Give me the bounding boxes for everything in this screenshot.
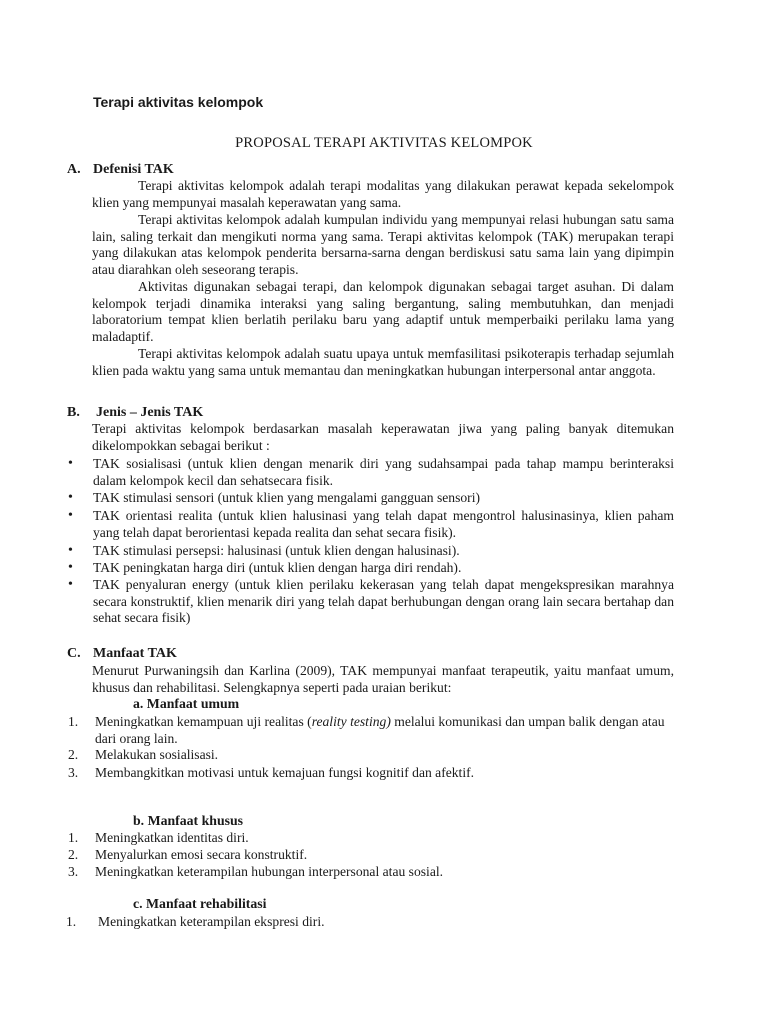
section-a-paragraph-2	[92, 212, 674, 278]
section-a-paragraph-1	[92, 178, 674, 211]
list-item-text: melalui komunikasi dan umpan balik dengan atau dari orang lain.	[95, 714, 665, 746]
list-item-emphasis: reality testing)	[311, 714, 391, 729]
list-number: 1.	[68, 830, 79, 845]
section-b-intro: Terapi aktivitas kelompok berdasarkan masalah keperawatan jiwa yang paling banyak ditemukan dikelompokkan sebagai berikut :	[92, 421, 674, 453]
paragraph-text: Terapi aktivitas kelompok adalah kumpulan individu yang mempunyai relasi hubungan satu sama lain, saling terkait dan mengikuti norma yang sama. Terapi aktivitas kelompok (TAK) merupakan terapi yang dilakukan atas kelompok penderita bersarna-sarna dengan berdiskusi satu sama lain yang dipimpin atau diarahkan oleh seseorang terapis.	[92, 212, 674, 277]
list-item: Meningkatkan keterampilan ekspresi diri.	[98, 914, 325, 929]
list-item: Membangkitkan motivasi untuk kemajuan fungsi kognitif dan afektif.	[95, 765, 475, 780]
list-item: Meningkatkan keterampilan hubungan interpersonal atau sosial.	[95, 864, 444, 879]
bullet-point: •	[68, 490, 73, 505]
list-item: Melakukan sosialisasi.	[95, 747, 219, 762]
list-item: TAK orientasi realita (untuk klien halusinasi yang telah dapat mengontrol halusinasinya, klien paham yang telah dapat berorientasi kepada realita dan sehat secara fisik).	[93, 508, 674, 540]
list-number: 2.	[68, 847, 79, 862]
document-header: Terapi aktivitas kelompok	[93, 94, 264, 110]
list-number: 1.	[68, 714, 79, 729]
list-item: Menyalurkan emosi secara konstruktif.	[95, 847, 308, 862]
list-number: 2.	[68, 747, 79, 762]
list-number: 1.	[66, 914, 77, 929]
paragraph-text: Aktivitas digunakan sebagai terapi, dan kelompok digunakan sebagai target asuhan. Di dalam kelompok terjadi dinamika interaksi yang saling bergantung, saling membutuhkan, dan menjadi laboratorium tempat klien berlatih perilaku baru yang adaptif untuk memperbaiki perilaku lama yang maladaptif.	[92, 279, 674, 344]
list-item: TAK stimulasi persepsi: halusinasi (untuk klien dengan halusinasi).	[93, 543, 460, 558]
list-item: TAK sosialisasi (untuk klien dengan menarik diri yang sudahsampai pada tahap mampu berinteraksi dalam kelompok kecil dan sehatsecara fisik.	[93, 456, 674, 488]
list-item: TAK stimulasi sensori (untuk klien yang mengalami gangguan sensori)	[93, 490, 481, 505]
section-c-letter: C.	[67, 646, 81, 661]
list-item: TAK peningkatan harga diri (untuk klien dengan harga diri rendah).	[93, 560, 462, 575]
list-item	[95, 714, 675, 747]
bullet-point: •	[68, 508, 73, 523]
list-item-text: Meningkatkan kemampuan uji realitas (	[95, 714, 312, 729]
subsection-umum-title: a. Manfaat umum	[133, 696, 240, 711]
list-item: Meningkatkan identitas diri.	[95, 830, 249, 845]
list-item: TAK penyaluran energy (untuk klien perilaku kekerasan yang telah dapat mengekspresikan marahnya secara konstruktif, klien menarik diri yang telah dapat berhubungan dengan orang lain secara bertahap dan sehat secara fisik)	[93, 577, 674, 626]
subsection-khusus-title: b. Manfaat khusus	[133, 813, 244, 828]
section-b-title: Jenis – Jenis TAK	[96, 405, 204, 420]
section-a-paragraph-3	[92, 279, 674, 345]
section-c-title: Manfaat TAK	[93, 646, 177, 661]
paragraph-text: Terapi aktivitas kelompok adalah terapi modalitas yang dilakukan perawat kepada sekelompok klien yang mempunyai masalah keperawatan yang sama.	[92, 178, 674, 210]
bullet-point: •	[68, 577, 73, 592]
section-a-paragraph-4	[92, 346, 674, 379]
subsection-rehabilitasi-title: c. Manfaat rehabilitasi	[133, 896, 267, 911]
section-c-intro: Menurut Purwaningsih dan Karlina (2009), TAK mempunyai manfaat terapeutik, yaitu manfaat umum, khusus dan rehabilitasi. Selengkapnya seperti pada uraian berikut:	[92, 663, 674, 695]
list-number: 3.	[68, 864, 79, 879]
section-a-letter: A.	[67, 162, 81, 177]
section-a-title: Defenisi TAK	[93, 162, 174, 177]
document-title: PROPOSAL TERAPI AKTIVITAS KELOMPOK	[235, 135, 533, 151]
bullet-point: •	[68, 456, 73, 471]
bullet-point: •	[68, 543, 73, 558]
list-number: 3.	[68, 765, 79, 780]
paragraph-text: Terapi aktivitas kelompok adalah suatu upaya untuk memfasilitasi psikoterapis terhadap sejumlah klien pada waktu yang sama untuk memantau dan meningkatkan hubungan interpersonal antar anggota.	[92, 346, 674, 378]
bullet-point: •	[68, 560, 73, 575]
section-b-letter: B.	[67, 405, 80, 420]
